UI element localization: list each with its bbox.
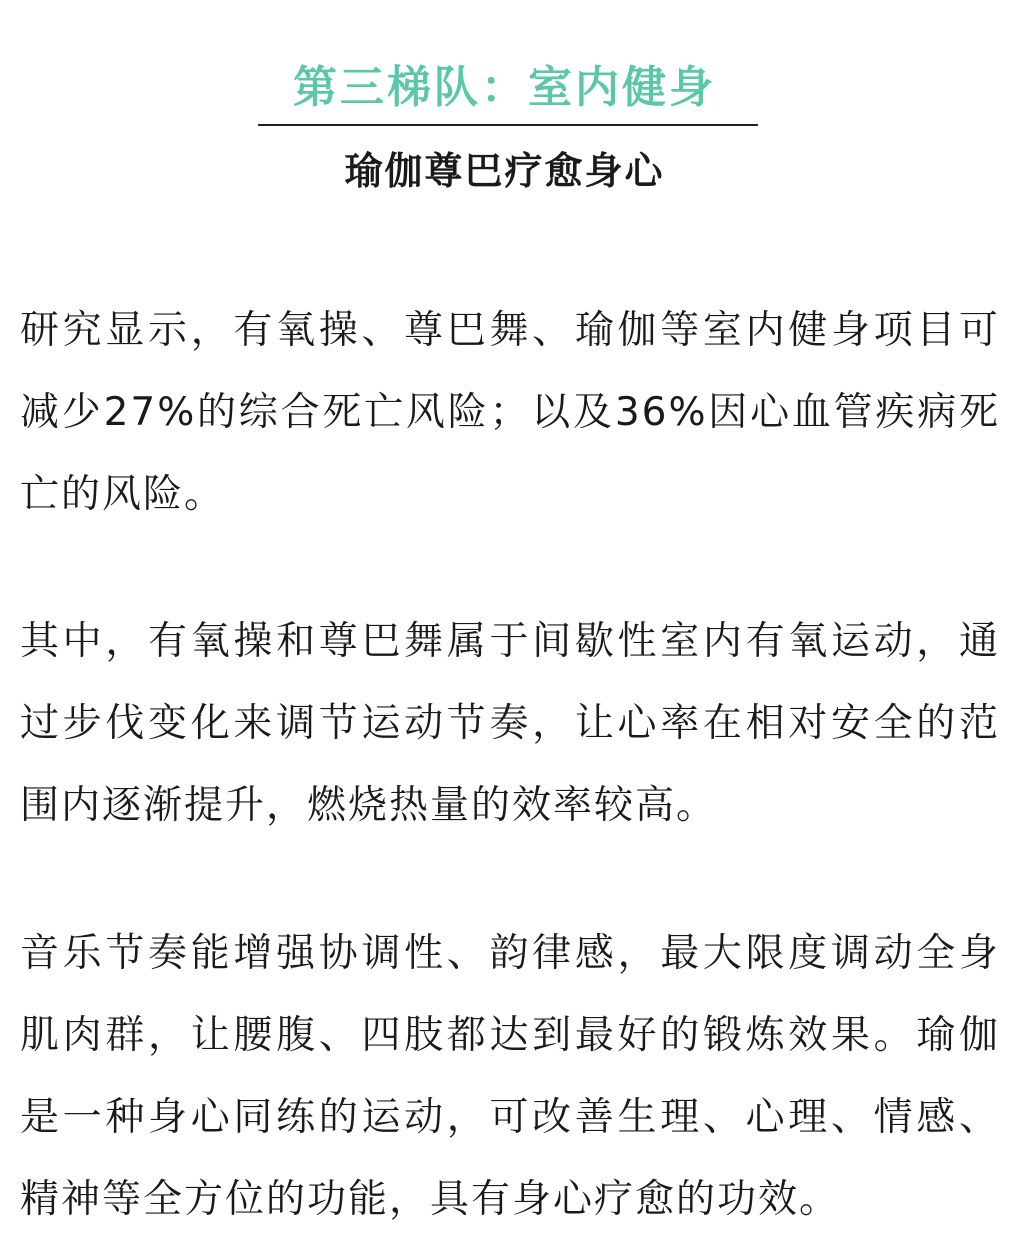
subtitle: 瑜伽尊巴疗愈身心 xyxy=(344,149,665,193)
title-divider xyxy=(258,124,758,126)
paragraph-line: 减少27%的综合死亡风险；以及36%因心血管疾病死 xyxy=(20,390,1000,435)
paragraph-line: 肌肉群，让腰腹、四肢都达到最好的锻炼效果。瑜伽 xyxy=(20,1013,1000,1058)
paragraph-line: 过步伐变化来调节运动节奏，让心率在相对安全的范 xyxy=(20,701,1000,746)
paragraph-line: 围内逐渐提升，燃烧热量的效率较高。 xyxy=(20,783,718,828)
paragraph-line: 其中，有氧操和尊巴舞属于间歇性室内有氧运动，通 xyxy=(20,619,1000,664)
paragraph-1 xyxy=(20,290,1000,536)
paragraph-3 xyxy=(20,913,1000,1241)
paragraph-2 xyxy=(20,601,1000,847)
paragraph-line: 音乐节奏能增强协调性、韵律感，最大限度调动全身 xyxy=(20,931,1000,976)
section-title: 第三梯队：室内健身 xyxy=(293,62,716,113)
paragraph-line: 研究显示，有氧操、尊巴舞、瑜伽等室内健身项目可 xyxy=(20,308,1000,353)
paragraph-line: 精神等全方位的功能，具有身心疗愈的功效。 xyxy=(20,1177,841,1222)
paragraph-line: 是一种身心同练的运动，可改善生理、心理、情感、 xyxy=(20,1095,1000,1140)
paragraph-line: 亡的风险。 xyxy=(20,472,226,517)
